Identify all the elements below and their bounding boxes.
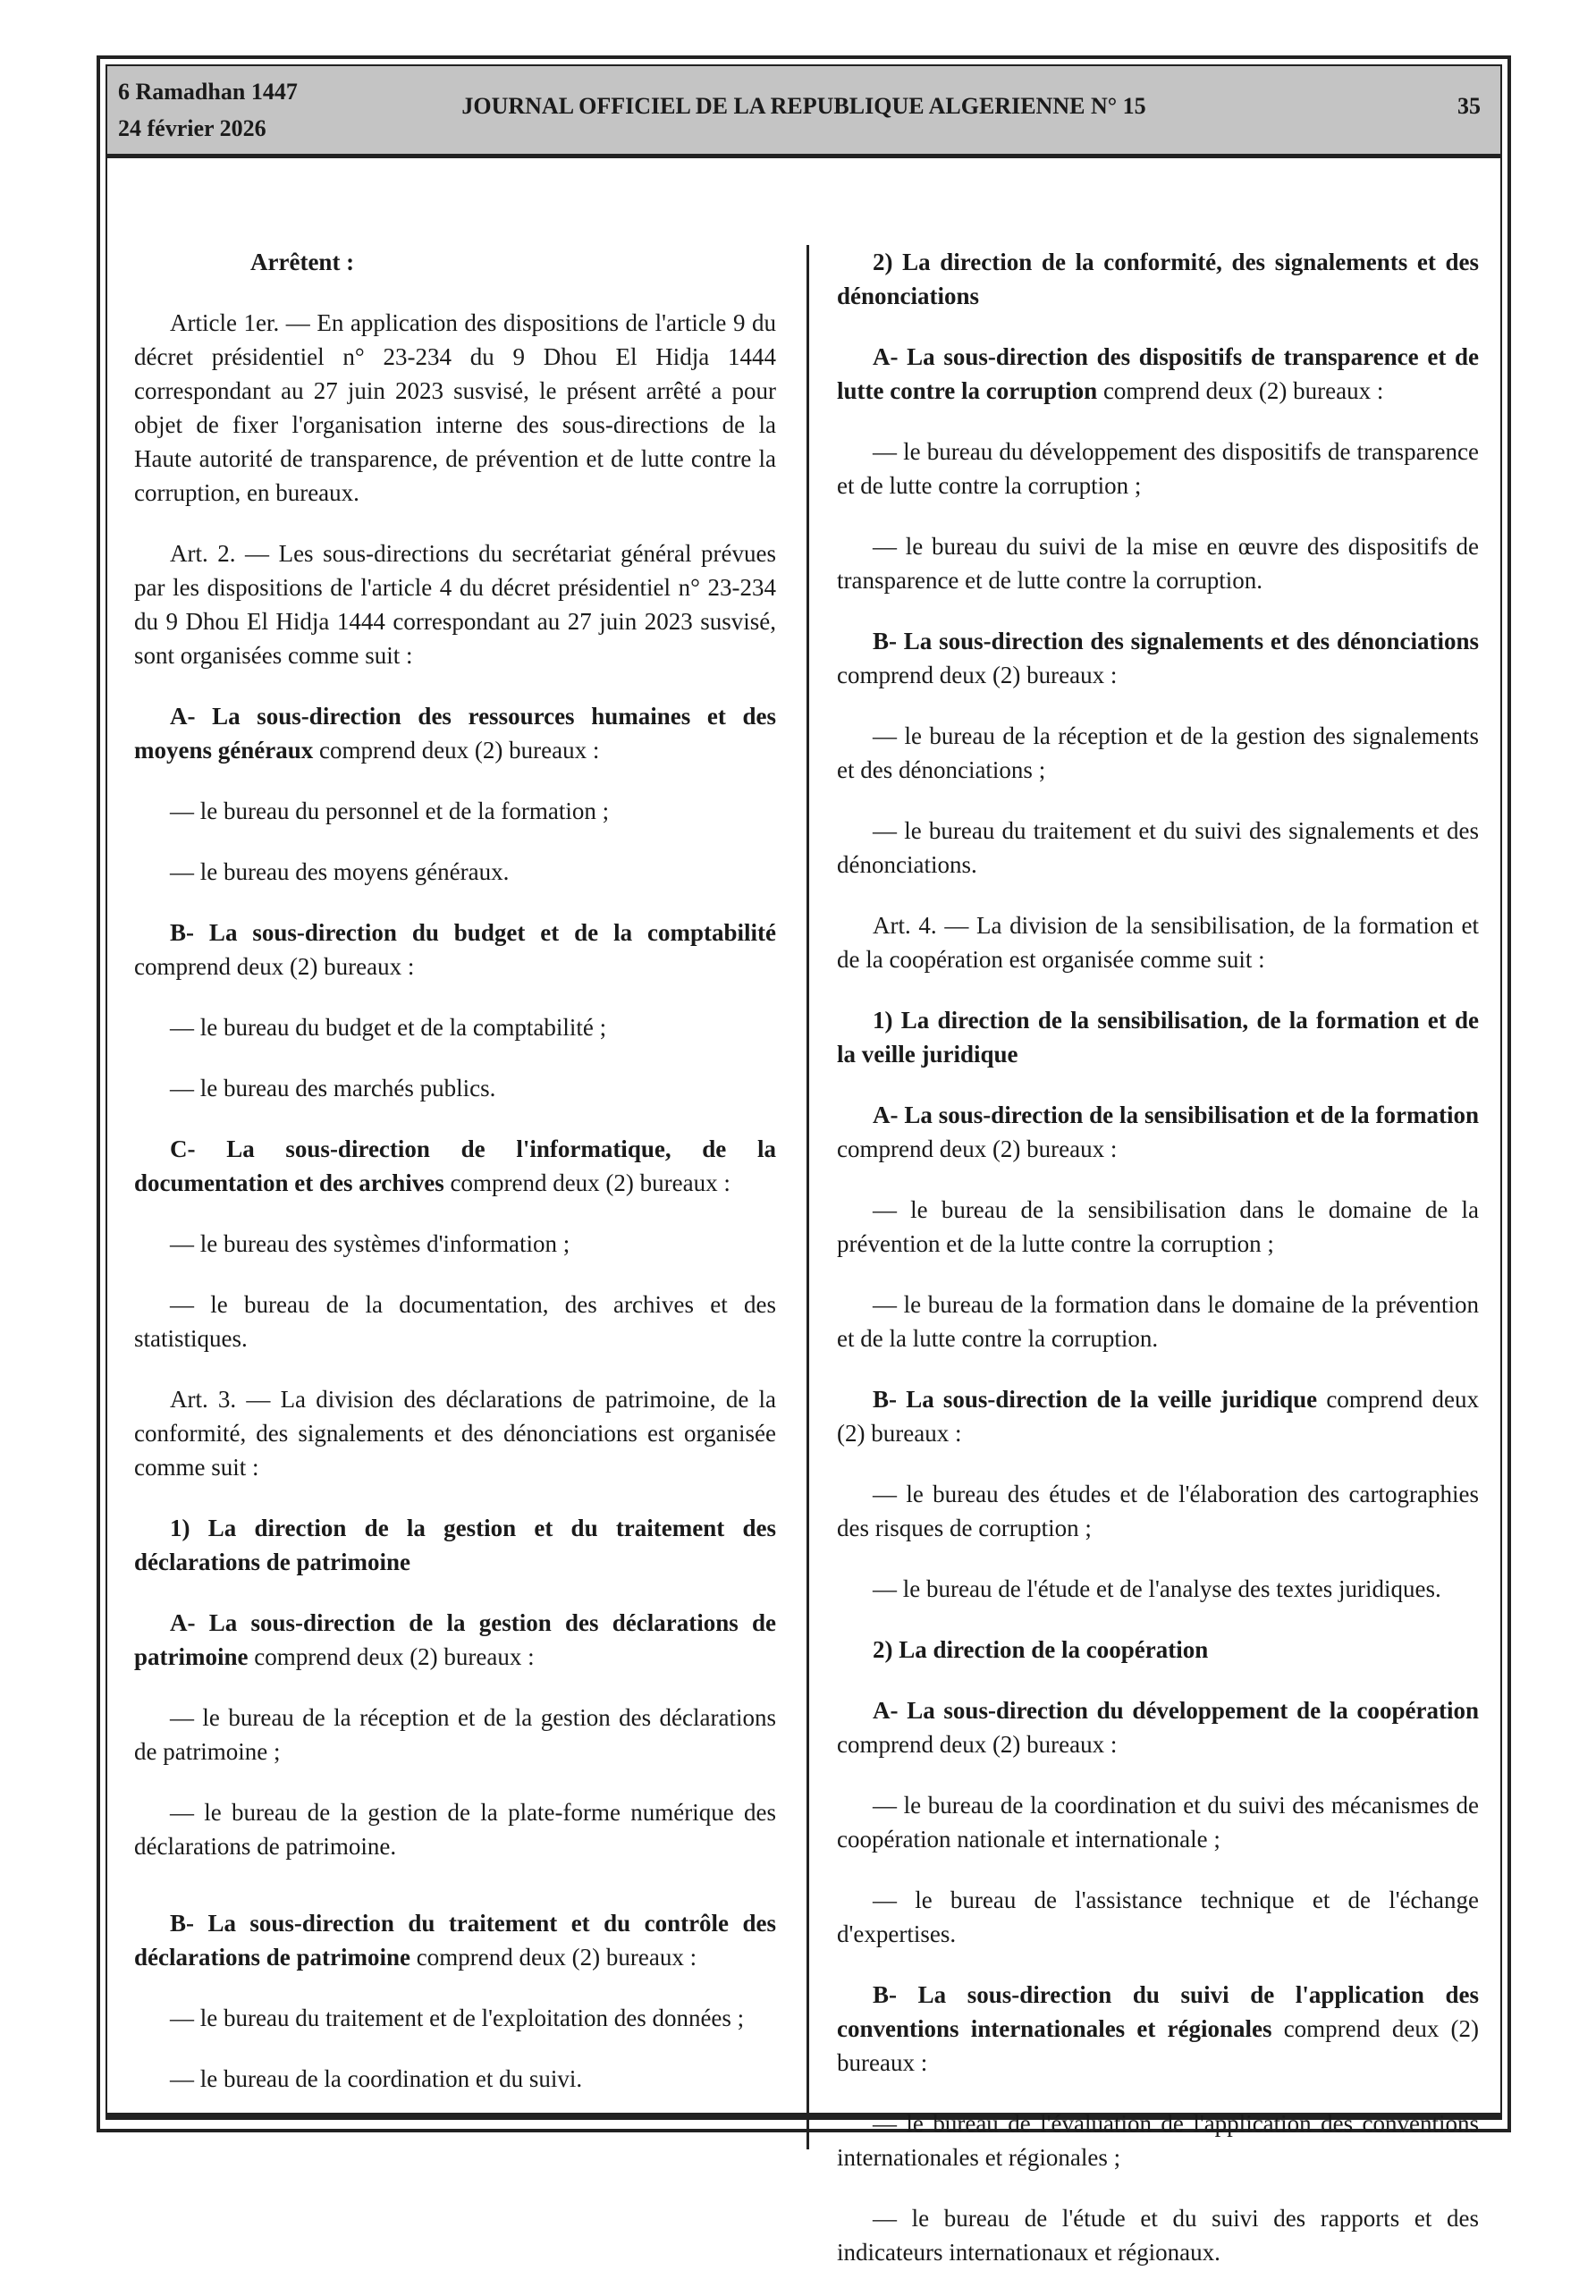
page-number: 35 bbox=[1457, 93, 1481, 119]
paragraph-heading: Arrêtent : bbox=[250, 249, 355, 275]
paragraph bbox=[134, 1906, 776, 1974]
paragraph-heading: A- La sous-direction des dispositifs de transparence et de lutte contre la corruption bbox=[837, 343, 1479, 404]
paragraph bbox=[837, 2201, 1479, 2269]
paragraph-text: — le bureau des études et de l'élaboration des cartographies des risques de corruption ; bbox=[837, 1481, 1479, 1541]
paragraph bbox=[837, 1098, 1479, 1166]
paragraph-text: comprend deux (2) bureaux : bbox=[837, 662, 1118, 688]
paragraph bbox=[134, 536, 776, 672]
paragraph-text: — le bureau des moyens généraux. bbox=[170, 858, 510, 885]
paragraph bbox=[134, 1227, 776, 1261]
paragraph-text: comprend deux (2) bureaux : bbox=[134, 953, 415, 980]
paragraph bbox=[837, 1693, 1479, 1761]
paragraph-text: — le bureau de la gestion de la plate-forme numérique des déclarations de patrimoine. bbox=[134, 1799, 776, 1860]
paragraph-text: comprend deux (2) bureaux : bbox=[410, 1944, 697, 1971]
paragraph bbox=[134, 1795, 776, 1863]
paragraph-text: — le bureau de la sensibilisation dans le domaine de la prévention et de la lutte contre la corruption ; bbox=[837, 1196, 1479, 1257]
paragraph bbox=[837, 1978, 1479, 2080]
paragraph bbox=[837, 1382, 1479, 1450]
paragraph-heading: 1) La direction de la gestion et du traitement des déclarations de patrimoine bbox=[134, 1515, 776, 1575]
paragraph-text: Art. 3. — La division des déclarations de patrimoine, de la conformité, des signalements et des dénonciations est organisée comme suit : bbox=[134, 1386, 776, 1481]
paragraph-text: comprend deux (2) bureaux : bbox=[837, 2015, 1479, 2076]
paragraph-text: — le bureau du traitement et de l'exploitation des données ; bbox=[170, 2005, 745, 2031]
page-header bbox=[107, 66, 1500, 158]
paragraph bbox=[837, 908, 1479, 976]
paragraph bbox=[134, 1382, 776, 1484]
paragraph bbox=[837, 1572, 1479, 1606]
page-frame bbox=[97, 55, 1511, 2266]
paragraph bbox=[837, 529, 1479, 597]
paragraph-text: comprend deux (2) bureaux : bbox=[313, 737, 600, 764]
paragraph bbox=[134, 916, 776, 983]
paragraph-text: — le bureau du développement des dispositifs de transparence et de lutte contre la corruption ; bbox=[837, 438, 1479, 499]
paragraph bbox=[134, 245, 776, 279]
paragraph-text: — le bureau de la formation dans le domaine de la prévention et de la lutte contre la corruption. bbox=[837, 1291, 1479, 1352]
paragraph-text: — le bureau de l'évaluation de l'application des conventions internationales et régionales ; bbox=[837, 2110, 1479, 2171]
paragraph-text: comprend deux (2) bureaux : bbox=[837, 1135, 1118, 1162]
paragraph bbox=[837, 1003, 1479, 1071]
paragraph-heading: C- La sous-direction de l'informatique, de la documentation et des archives bbox=[134, 1135, 776, 1196]
paragraph-heading: A- La sous-direction de la gestion des déclarations de patrimoine bbox=[134, 1609, 776, 1670]
paragraph bbox=[837, 1477, 1479, 1545]
paragraph-heading: B- La sous-direction des signalements et des dénonciations bbox=[873, 628, 1479, 654]
paragraph bbox=[837, 1883, 1479, 1951]
paragraph-text: comprend deux (2) bureaux : bbox=[837, 1386, 1479, 1447]
paragraph-text: — le bureau de la coordination et du suivi des mécanismes de coopération nationale et internationale ; bbox=[837, 1792, 1479, 1853]
paragraph bbox=[134, 1132, 776, 1200]
paragraph-text: — le bureau du suivi de la mise en œuvre des dispositifs de transparence et de lutte contre la corruption. bbox=[837, 533, 1479, 594]
paragraph-text: — le bureau du personnel et de la formation ; bbox=[170, 798, 610, 824]
right-column bbox=[837, 245, 1479, 2296]
paragraph-text: Article 1er. — En application des dispositions de l'article 9 du décret présidentiel n° 23-234 du 9 Dhou El Hidja 1444 correspondant au 27 juin 2023 susvisé, le présent arrêté a pour objet de fixer l'organisation interne des sous-directions de la Haute autorité de transparence, de prévention et de lutte contre la corruption, en bureaux. bbox=[134, 309, 776, 506]
paragraph-text: — le bureau des systèmes d'information ; bbox=[170, 1230, 570, 1257]
paragraph-text: comprend deux (2) bureaux : bbox=[248, 1643, 535, 1670]
paragraph bbox=[837, 1193, 1479, 1261]
paragraph-text: comprend deux (2) bureaux : bbox=[443, 1169, 730, 1196]
paragraph-heading: 2) La direction de la coopération bbox=[873, 1636, 1209, 1663]
paragraph bbox=[837, 814, 1479, 882]
paragraph-heading: A- La sous-direction de la sensibilisation et de la formation bbox=[873, 1102, 1479, 1128]
paragraph-heading: A- La sous-direction des ressources humaines et des moyens généraux bbox=[134, 703, 776, 764]
paragraph bbox=[134, 794, 776, 828]
paragraph-text: — le bureau du traitement et du suivi des signalements et des dénonciations. bbox=[837, 817, 1479, 878]
paragraph bbox=[837, 1287, 1479, 1355]
paragraph bbox=[837, 624, 1479, 692]
paragraph bbox=[134, 1606, 776, 1674]
paragraph bbox=[134, 1071, 776, 1105]
paragraph-text: — le bureau du budget et de la comptabilité ; bbox=[170, 1014, 607, 1041]
paragraph-text: — le bureau de la réception et de la gestion des signalements et des dénonciations ; bbox=[837, 722, 1479, 783]
paragraph-text: — le bureau de l'étude et du suivi des rapports et des indicateurs internationaux et régionaux. bbox=[837, 2205, 1479, 2266]
paragraph-text: comprend deux (2) bureaux : bbox=[837, 1731, 1118, 1758]
paragraph-text: Art. 2. — Les sous-directions du secrétariat général prévues par les dispositions de l'article 4 du décret présidentiel n° 23-234 du 9 Dhou El Hidja 1444 correspondant au 27 juin 2023 susvisé, sont organisées comme suit : bbox=[134, 540, 776, 669]
column-divider bbox=[806, 245, 809, 2149]
left-column bbox=[134, 245, 776, 2123]
page-inner-frame bbox=[106, 64, 1502, 2266]
paragraph bbox=[837, 435, 1479, 502]
paragraph bbox=[837, 2106, 1479, 2174]
paragraph bbox=[837, 719, 1479, 787]
paragraph bbox=[837, 1788, 1479, 1856]
gregorian-date: 24 février 2026 bbox=[118, 115, 266, 141]
paragraph bbox=[134, 1511, 776, 1579]
paragraph bbox=[134, 1010, 776, 1044]
paragraph-heading: B- La sous-direction du suivi de l'application des conventions internationales et régionales bbox=[837, 1981, 1479, 2042]
paragraph-heading: A- La sous-direction du développement de la coopération bbox=[873, 1697, 1479, 1724]
paragraph-text: — le bureau des marchés publics. bbox=[170, 1075, 496, 1102]
paragraph-heading: 2) La direction de la conformité, des signalements et des dénonciations bbox=[837, 249, 1479, 309]
hijri-date: 6 Ramadhan 1447 bbox=[118, 79, 298, 105]
paragraph-text: — le bureau de la coordination et du suivi. bbox=[170, 2065, 583, 2092]
paragraph bbox=[837, 1633, 1479, 1667]
paragraph bbox=[134, 1287, 776, 1355]
paragraph-heading: B- La sous-direction du budget et de la comptabilité bbox=[170, 919, 776, 946]
paragraph-text: comprend deux (2) bureaux : bbox=[1097, 377, 1384, 404]
paragraph bbox=[837, 340, 1479, 408]
paragraph bbox=[837, 245, 1479, 313]
paragraph-text: — le bureau de la réception et de la gestion des déclarations de patrimoine ; bbox=[134, 1704, 776, 1765]
paragraph-heading: 1) La direction de la sensibilisation, de la formation et de la veille juridique bbox=[837, 1007, 1479, 1068]
paragraph-heading: B- La sous-direction de la veille juridique bbox=[873, 1386, 1318, 1413]
paragraph-text: — le bureau de la documentation, des archives et des statistiques. bbox=[134, 1291, 776, 1352]
paragraph bbox=[134, 1701, 776, 1768]
paragraph-text: — le bureau de l'étude et de l'analyse des textes juridiques. bbox=[873, 1575, 1441, 1602]
paragraph bbox=[134, 699, 776, 767]
paragraph bbox=[134, 2062, 776, 2096]
paragraph-text: Art. 4. — La division de la sensibilisation, de la formation et de la coopération est organisée comme suit : bbox=[837, 912, 1479, 973]
paragraph-text: — le bureau de l'assistance technique et de l'échange d'expertises. bbox=[837, 1887, 1479, 1947]
paragraph bbox=[134, 306, 776, 510]
journal-title: JOURNAL OFFICIEL DE LA REPUBLIQUE ALGERIENNE N° 15 bbox=[461, 93, 1146, 119]
paragraph bbox=[134, 2001, 776, 2035]
paragraph-heading: B- La sous-direction du traitement et du contrôle des déclarations de patrimoine bbox=[134, 1910, 776, 1971]
paragraph bbox=[134, 855, 776, 889]
